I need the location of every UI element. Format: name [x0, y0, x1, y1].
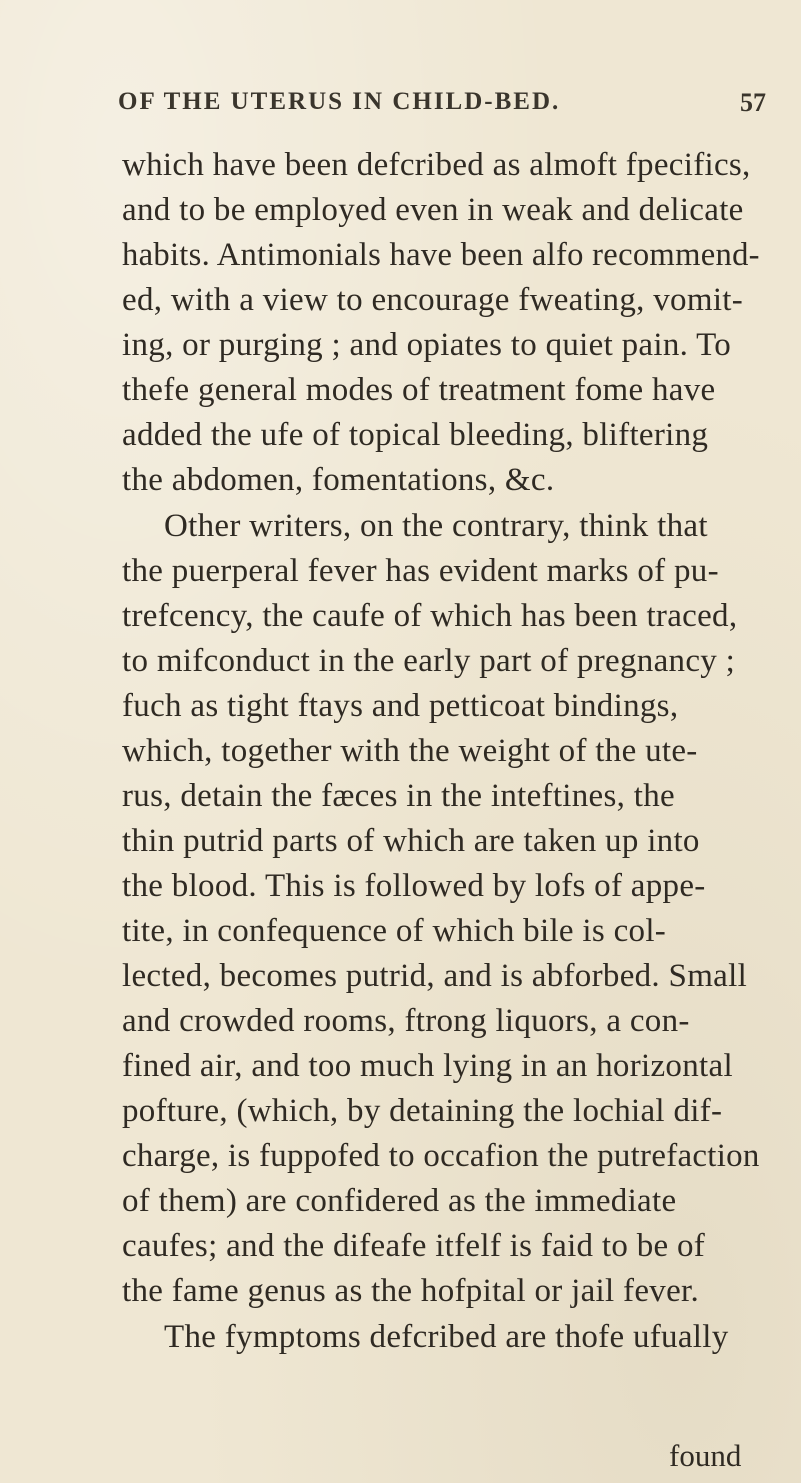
- text-line: the blood. This is followed by lofs of appe-: [122, 868, 706, 904]
- text-line: tite, in confequence of which bile is col-: [122, 913, 667, 949]
- text-line: and to be employed even in weak and delicate: [122, 192, 744, 228]
- text-line: The fymptoms defcribed are thofe ufually: [164, 1319, 729, 1355]
- text-line: which have been defcribed as almoft fpecifics,: [122, 147, 751, 183]
- page-number: 57: [740, 88, 766, 117]
- text-line: ed, with a view to encourage fweating, vomit-: [122, 282, 744, 318]
- text-line: trefcency, the caufe of which has been traced,: [122, 598, 738, 634]
- catchword: found: [669, 1438, 742, 1473]
- text-line: the puerperal fever has evident marks of pu-: [122, 553, 719, 589]
- text-line: fined air, and too much lying in an horizontal: [122, 1048, 733, 1084]
- text-line: caufes; and the difeafe itfelf is faid to be of: [122, 1228, 706, 1264]
- text-line: charge, is fuppofed to occafion the putrefaction: [122, 1138, 760, 1174]
- text-line: the fame genus as the hofpital or jail fever.: [122, 1273, 700, 1309]
- text-line: to mifconduct in the early part of pregnancy ;: [122, 643, 736, 679]
- text-line: lected, becomes putrid, and is abforbed. Small: [122, 958, 748, 994]
- text-line: of them) are confidered as the immediate: [122, 1183, 677, 1219]
- text-line: which, together with the weight of the ute-: [122, 733, 698, 769]
- page-header: [60, 88, 766, 128]
- text-line: rus, detain the fæces in the inteftines, the: [122, 778, 675, 814]
- text-line: and crowded rooms, ftrong liquors, a con-: [122, 1003, 690, 1039]
- text-line: thefe general modes of treatment fome have: [122, 372, 716, 408]
- text-line: thin putrid parts of which are taken up into: [122, 823, 700, 859]
- text-line: fuch as tight ftays and petticoat bindings,: [122, 688, 679, 724]
- text-line: habits. Antimonials have been alfo recommend-: [122, 237, 760, 273]
- text-line: the abdomen, fomentations, &c.: [122, 462, 555, 498]
- text-line: Other writers, on the contrary, think that: [164, 508, 708, 544]
- text-line: ing, or purging ; and opiates to quiet pain. To: [122, 327, 732, 363]
- text-line: added the ufe of topical bleeding, bliftering: [122, 417, 709, 453]
- text-line: pofture, (which, by detaining the lochial dif-: [122, 1093, 723, 1129]
- running-head: OF THE UTERUS IN CHILD-BED.: [118, 88, 561, 115]
